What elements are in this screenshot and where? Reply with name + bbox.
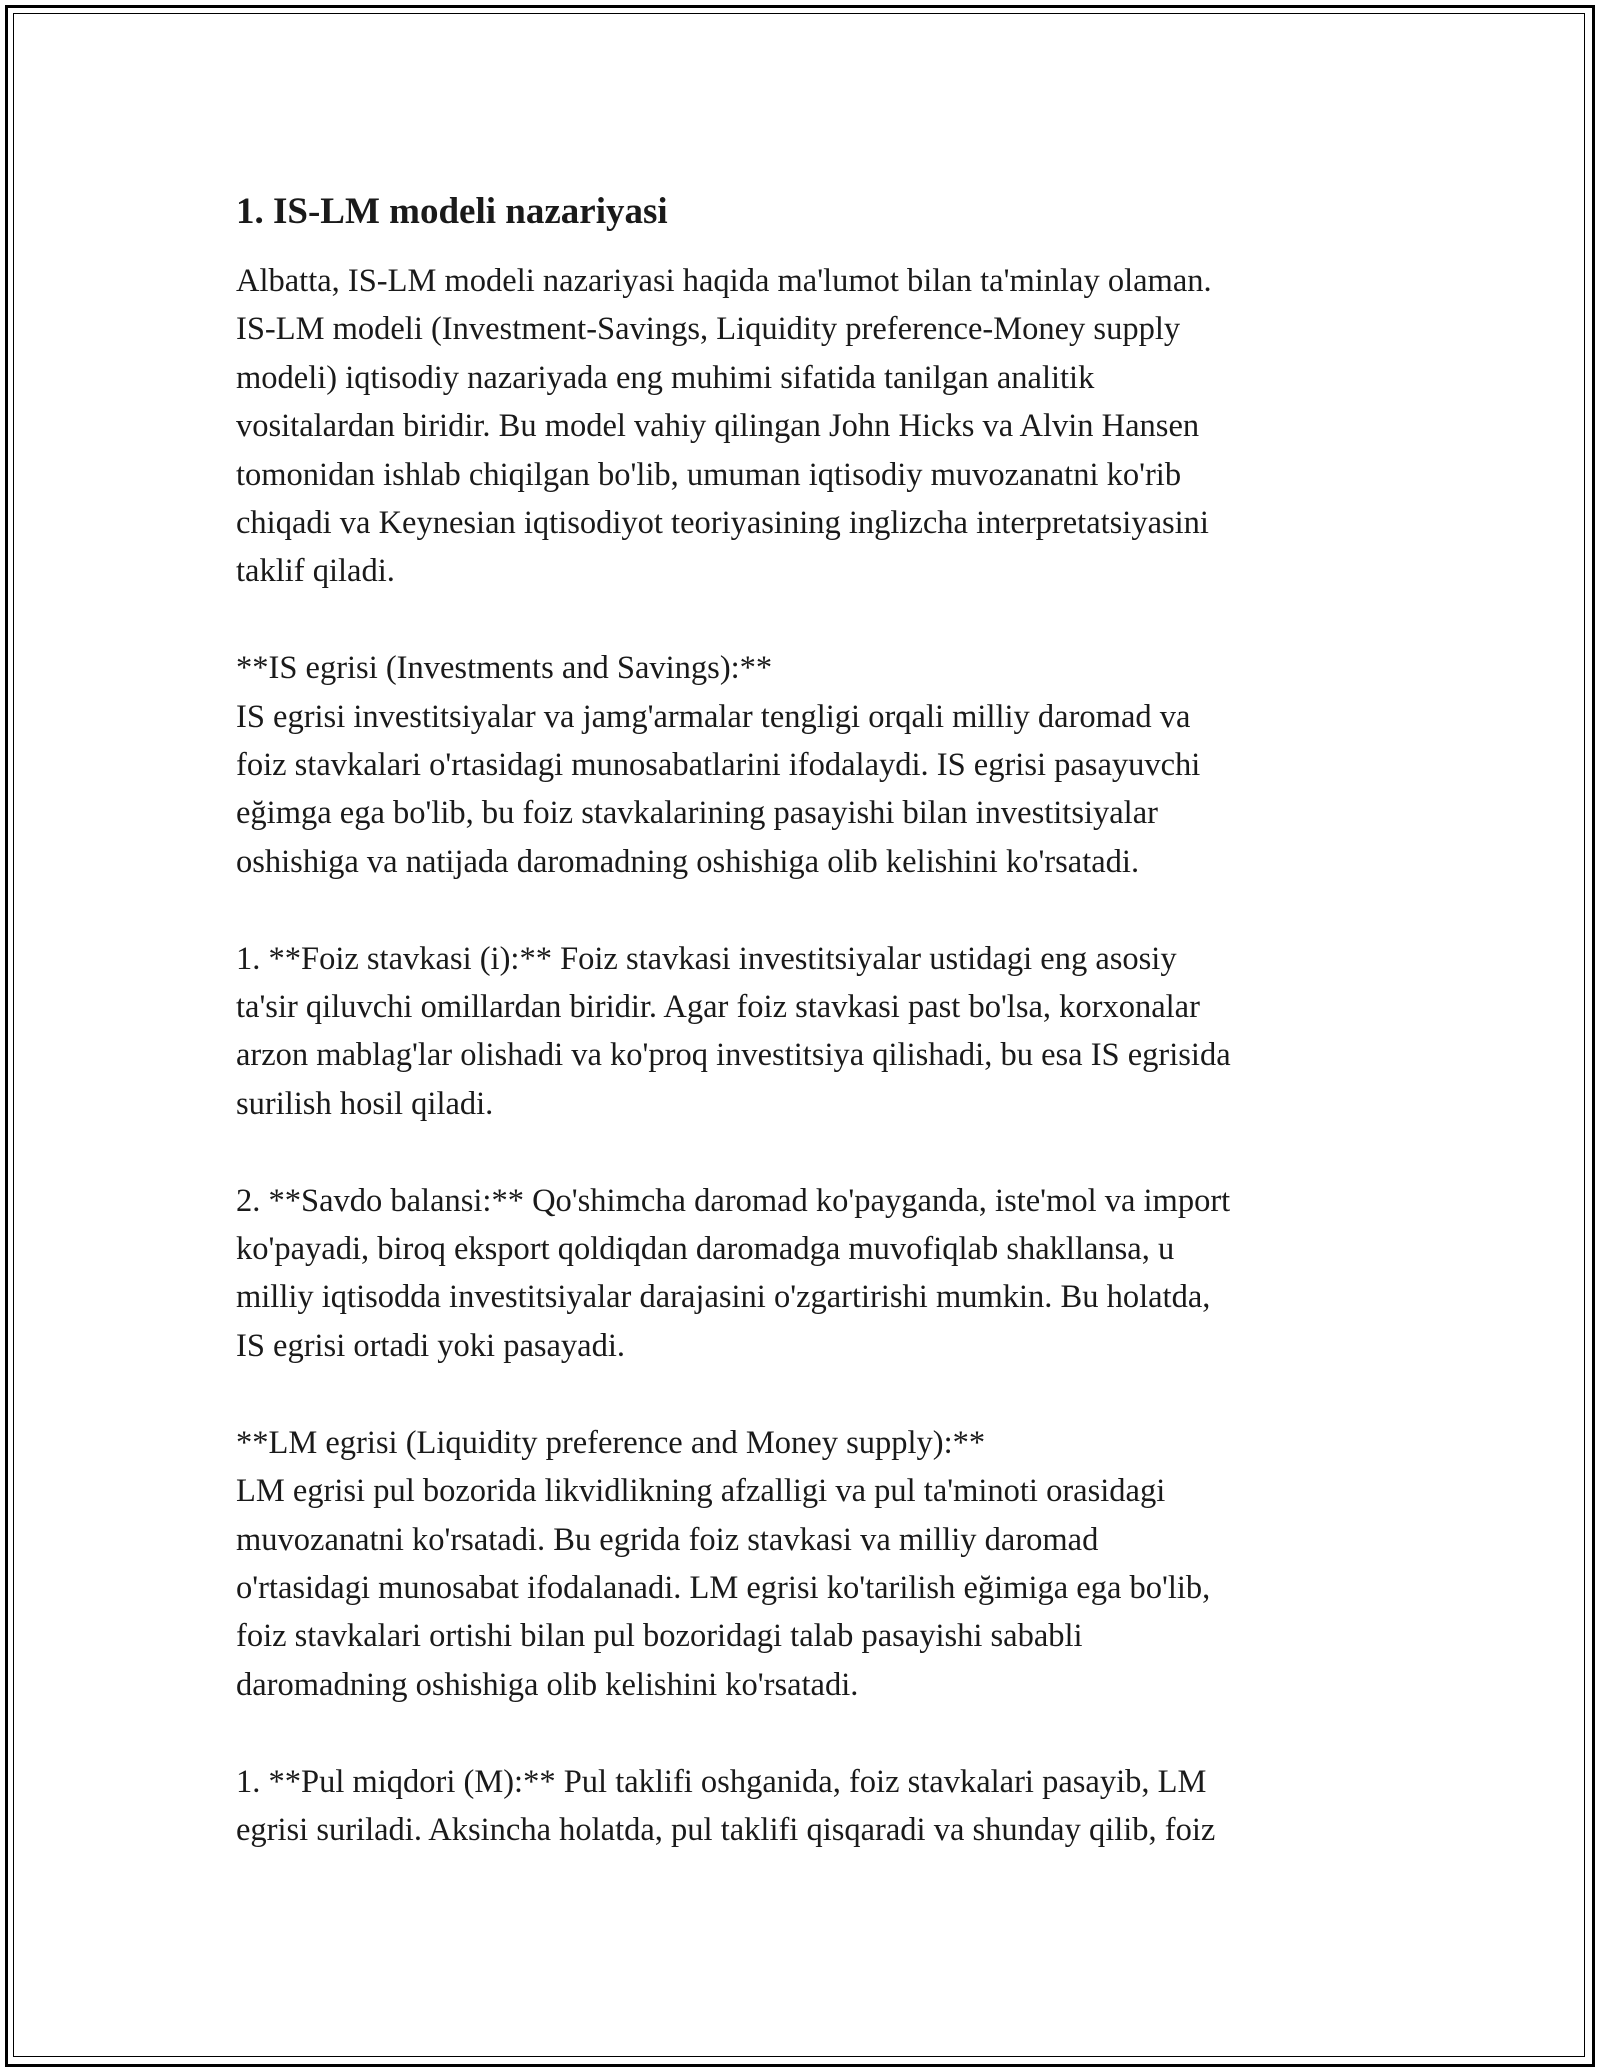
section-heading: 1. IS-LM modeli nazariyasi bbox=[236, 191, 668, 232]
document-body bbox=[236, 188, 1396, 1854]
trade-balance-paragraph: 2. **Savdo balansi:** Qo'shimcha daromad ko'payganda, iste'mol va import ko'payadi, biroq eksport qoldiqdan daromadga muvofiqlab shakllansa, u milliy iqtisodda investitsiyalar darajasini o'zgartirishi mumkin. Bu holatda, IS egrisi ortadi yoki pasayadi. bbox=[236, 1182, 1231, 1364]
intro-paragraph: Albatta, IS-LM modeli nazariyasi haqida ma'lumot bilan ta'minlay olaman. IS-LM modeli (Investment-Savings, Liquidity preference-Money supply modeli) iqtisodiy nazariyada eng muhimi sifatida tanilgan analitik vositalardan biridir. Bu model vahiy qilingan John Hicks va Alvin Hansen tomonidan ishlab chiqilgan bo'lib, umuman iqtisodiy muvozanatni ko'rib chiqadi va Keynesian iqtisodiyot teoriyasining inglizcha interpretatsiyasini taklif qiladi. bbox=[236, 263, 1212, 590]
interest-rate-paragraph: 1. **Foiz stavkasi (i):** Foiz stavkasi investitsiyalar ustidagi eng asosiy ta'sir qiluvchi omillardan biridir. Agar foiz stavkasi past bo'lsa, korxonalar arzon mablag'lar olishadi va ko'proq investitsiya qilishadi, bu esa IS egrisida surilish hosil qiladi. bbox=[236, 940, 1231, 1122]
is-curve-paragraph: **IS egrisi (Investments and Savings):** IS egrisi investitsiyalar va jamg'armalar tengligi orqali milliy daromad va foiz stavkalari o'rtasidagi munosabatlarini ifodalaydi. IS egrisi pasayuvchi eğimga ega bo'lib, bu foiz stavkalarining pasayishi bilan investitsiyalar oshishiga va natijada daromadning oshishiga olib kelishini ko'rsatadi. bbox=[236, 650, 1201, 880]
money-supply-paragraph: 1. **Pul miqdori (M):** Pul taklifi oshganida, foiz stavkalari pasayib, LM egrisi suriladi. Aksincha holatda, pul taklifi qisqaradi va shunday qilib, foiz bbox=[236, 1763, 1216, 1848]
lm-curve-paragraph: **LM egrisi (Liquidity preference and Money supply):** LM egrisi pul bozorida likvidlikning afzalligi va pul ta'minoti orasidagi muvozanatni ko'rsatadi. Bu egrida foiz stavkasi va milliy daromad o'rtasidagi munosabat ifodalanadi. LM egrisi ko'tarilish eğimiga ega bo'lib, foiz stavkalari ortishi bilan pul bozoridagi talab pasayishi sababli daromadning oshishiga olib kelishini ko'rsatadi. bbox=[236, 1424, 1211, 1703]
